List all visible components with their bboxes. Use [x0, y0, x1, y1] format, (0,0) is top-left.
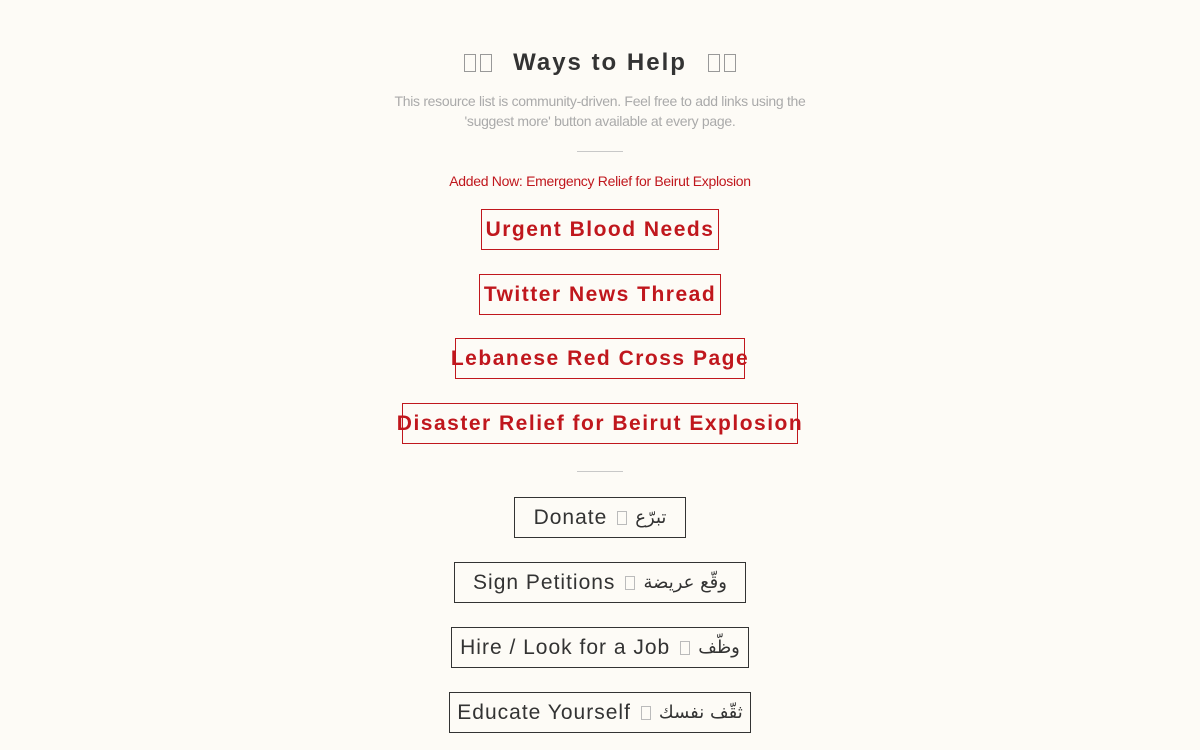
educate-yourself-button[interactable] [449, 692, 751, 733]
lebanese-red-cross-button[interactable] [450, 338, 750, 379]
disaster-relief-button[interactable] [396, 403, 804, 444]
divider [577, 471, 623, 472]
emoji-icon [680, 641, 690, 655]
hire-look-for-job-button[interactable] [451, 627, 749, 668]
button-label-arabic: وقّع عريضة [643, 572, 727, 593]
button-label: Hire / Look for a Job [460, 635, 671, 659]
emoji-icon [708, 54, 720, 72]
divider [577, 151, 623, 152]
sign-petitions-button[interactable] [454, 562, 746, 603]
emoji-icon [724, 54, 736, 72]
button-label: Educate Yourself [457, 700, 631, 724]
button-label: Lebanese Red Cross Page [450, 346, 750, 370]
donate-button[interactable] [514, 497, 686, 538]
button-label-arabic: ثقّف نفسك [658, 702, 743, 723]
button-label: Disaster Relief for Beirut Explosion [396, 411, 804, 435]
button-label-arabic: تبرّع [635, 507, 667, 528]
page-title-text: Ways to Help [513, 49, 687, 76]
button-label: Sign Petitions [473, 570, 616, 594]
emoji-icon [617, 511, 627, 525]
page-subtitle: This resource list is community-driven. Feel free to add links using the 'suggest more' button available at every page. [394, 93, 806, 129]
urgent-blood-needs-button[interactable] [481, 209, 719, 250]
button-label-arabic: وظّف [698, 637, 740, 658]
emoji-icon [464, 54, 476, 72]
page-title [0, 46, 1200, 80]
emoji-icon [480, 54, 492, 72]
button-label: Donate [533, 505, 608, 529]
emoji-icon [625, 576, 635, 590]
emoji-icon [641, 706, 651, 720]
added-now-notice[interactable]: Added Now: Emergency Relief for Beirut Explosion [449, 173, 751, 189]
twitter-news-thread-button[interactable] [479, 274, 721, 315]
button-label: Urgent Blood Needs [485, 217, 715, 241]
button-label: Twitter News Thread [483, 282, 717, 306]
